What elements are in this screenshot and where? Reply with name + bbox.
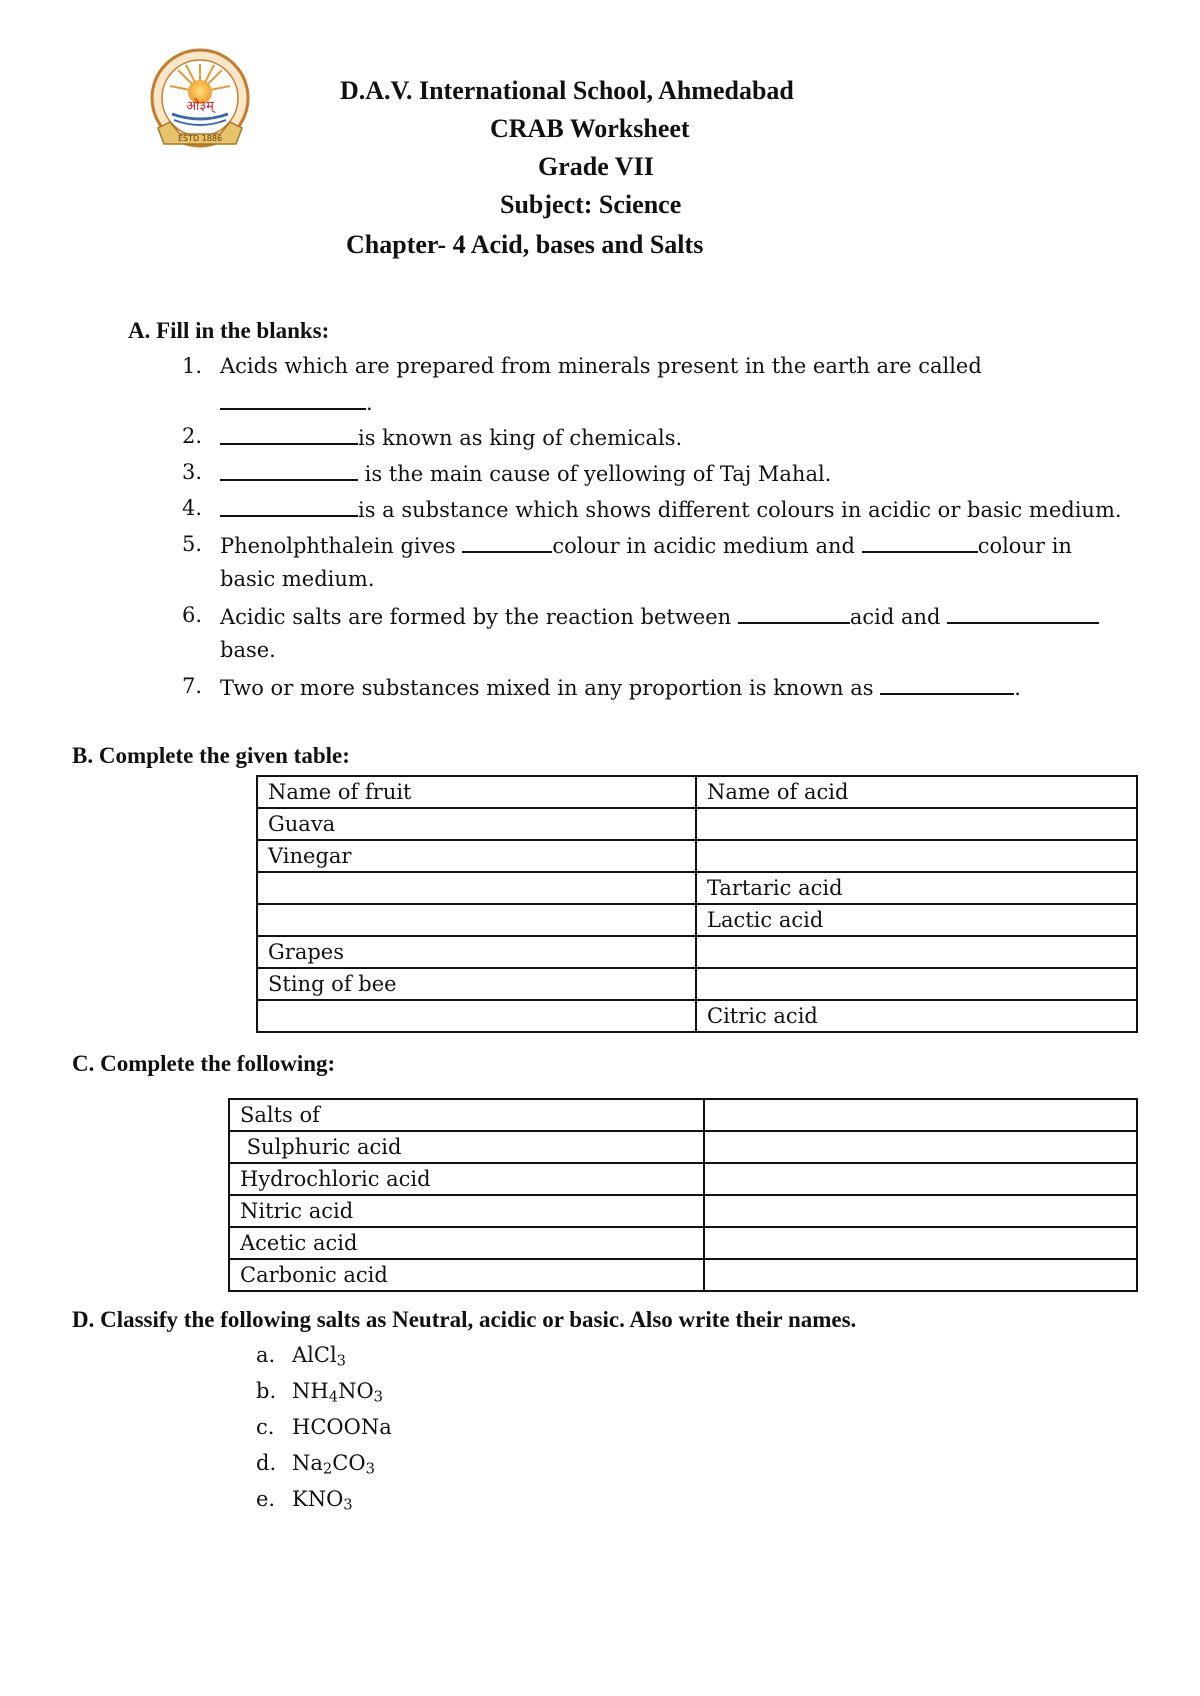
salt-formula: HCOONa [292,1415,392,1439]
q1-blank[interactable] [220,389,366,410]
q4-blank[interactable] [220,496,358,517]
table-cell-answer[interactable] [704,1195,1137,1227]
q1-text: Acids which are prepared from minerals present in the earth are called [220,354,982,378]
q6-text-part1: Acidic salts are formed by the reaction between [220,604,738,629]
q5-text-part2: colour in acidic medium and [552,533,862,558]
section-c-heading: C. Complete the following: [72,1051,336,1076]
table-cell-answer[interactable] [696,936,1137,968]
grade-label: Grade VII [538,152,654,181]
school-name: D.A.V. International School, Ahmedabad [340,76,794,105]
table-cell: Hydrochloric acid [229,1163,704,1195]
q5-text-part1: Phenolphthalein gives [220,533,463,558]
q2-line [220,424,682,450]
table-cell-answer[interactable] [257,1000,696,1032]
logo-hindi-text: ओ३म् [186,99,214,114]
table-cell: Lactic acid [696,904,1137,936]
table-row [229,1131,1137,1163]
table-cell: Carbonic acid [229,1259,704,1291]
salt-formula: $Na_2CO_3$ [292,1451,375,1478]
salt-formula: $NH_4NO_3$ [292,1379,384,1406]
q7-line [220,674,1021,700]
table-row [257,808,1137,840]
table-cell-answer[interactable] [696,808,1137,840]
q5-blank-basic[interactable] [862,532,978,553]
table-row [229,1227,1137,1259]
worksheet-title: CRAB Worksheet [490,114,690,143]
q7-period: . [1014,675,1021,700]
table-row [257,840,1137,872]
q6-line [220,603,1099,629]
q7-blank[interactable] [880,674,1014,695]
logo-estd-text: ESTD 1886 [177,134,223,143]
q6-number: 6. [182,603,203,627]
table-header-cell: Name of acid [696,776,1137,808]
table-cell: Guava [257,808,696,840]
table-cell-answer[interactable] [257,904,696,936]
table-row [257,1000,1137,1032]
q3-line [220,460,831,486]
table-header-cell: Salts of [229,1099,704,1131]
table-cell: Grapes [257,936,696,968]
q5-line [220,532,1072,558]
table-cell: Sulphuric acid [229,1131,704,1163]
table-cell-answer[interactable] [704,1131,1137,1163]
fruit-acid-table [256,775,1138,1033]
q5-number: 5. [182,532,203,556]
table-cell-answer[interactable] [257,872,696,904]
table-row [257,936,1137,968]
q6-text-part2: acid and [849,604,948,629]
table-row [257,904,1137,936]
table-row [229,1259,1137,1291]
salt-item-label: d. [256,1451,277,1475]
section-b-heading: B. Complete the given table: [72,743,350,768]
table-header-cell: Name of fruit [257,776,696,808]
q3-blank[interactable] [220,460,358,481]
q1-answer-line[interactable] [220,389,373,415]
salt-item-label: c. [256,1415,275,1439]
q2-blank[interactable] [220,424,358,445]
q4-number: 4. [182,496,203,520]
chapter-title: Chapter- 4 Acid, bases and Salts [346,230,704,259]
table-row [229,1163,1137,1195]
q7-number: 7. [182,674,203,698]
school-logo [140,48,260,158]
q3-number: 3. [182,460,203,484]
q5-blank-acidic[interactable] [462,532,552,553]
salt-item-label: e. [256,1487,276,1511]
salt-item-label: b. [256,1379,277,1403]
q5-text-line2: basic medium. [220,567,375,591]
q5-text-part3: colour in [977,533,1072,558]
table-cell: Nitric acid [229,1195,704,1227]
salt-formula: $KNO_3$ [292,1487,353,1514]
table-cell-answer[interactable] [704,1227,1137,1259]
q1-period: . [366,390,373,415]
table-row [229,1099,1137,1131]
table-cell: Citric acid [696,1000,1137,1032]
table-cell-answer[interactable] [704,1163,1137,1195]
salt-item-label: a. [256,1343,276,1367]
table-row [229,1195,1137,1227]
table-cell: Tartaric acid [696,872,1137,904]
q2-number: 2. [182,424,203,448]
table-row [257,776,1137,808]
table-cell-answer[interactable] [696,968,1137,1000]
table-row [257,968,1137,1000]
table-cell-answer[interactable] [704,1099,1137,1131]
table-row [257,872,1137,904]
q6-blank-acid[interactable] [738,603,850,624]
q1-number: 1. [182,354,203,378]
subject-label: Subject: Science [500,190,682,219]
table-cell-answer[interactable] [704,1259,1137,1291]
table-cell: Sting of bee [257,968,696,1000]
section-a-heading: A. Fill in the blanks: [128,318,330,343]
q4-text: is a substance which shows different colours in acidic or basic medium. [358,497,1122,522]
q6-blank-base[interactable] [947,603,1099,624]
q6-text-line2: base. [220,638,276,662]
q2-text: is known as king of chemicals. [358,425,683,450]
table-cell: Vinegar [257,840,696,872]
section-d-heading: D. Classify the following salts as Neutral, acidic or basic. Also write their names. [72,1307,857,1332]
salt-formula: AlCl$_3$ [292,1343,347,1370]
table-cell-answer[interactable] [696,840,1137,872]
table-cell: Acetic acid [229,1227,704,1259]
q7-text: Two or more substances mixed in any proportion is known as [220,675,881,700]
q3-text: is the main cause of yellowing of Taj Mahal. [358,461,832,486]
q4-line [220,496,1122,522]
salts-table [228,1098,1138,1292]
